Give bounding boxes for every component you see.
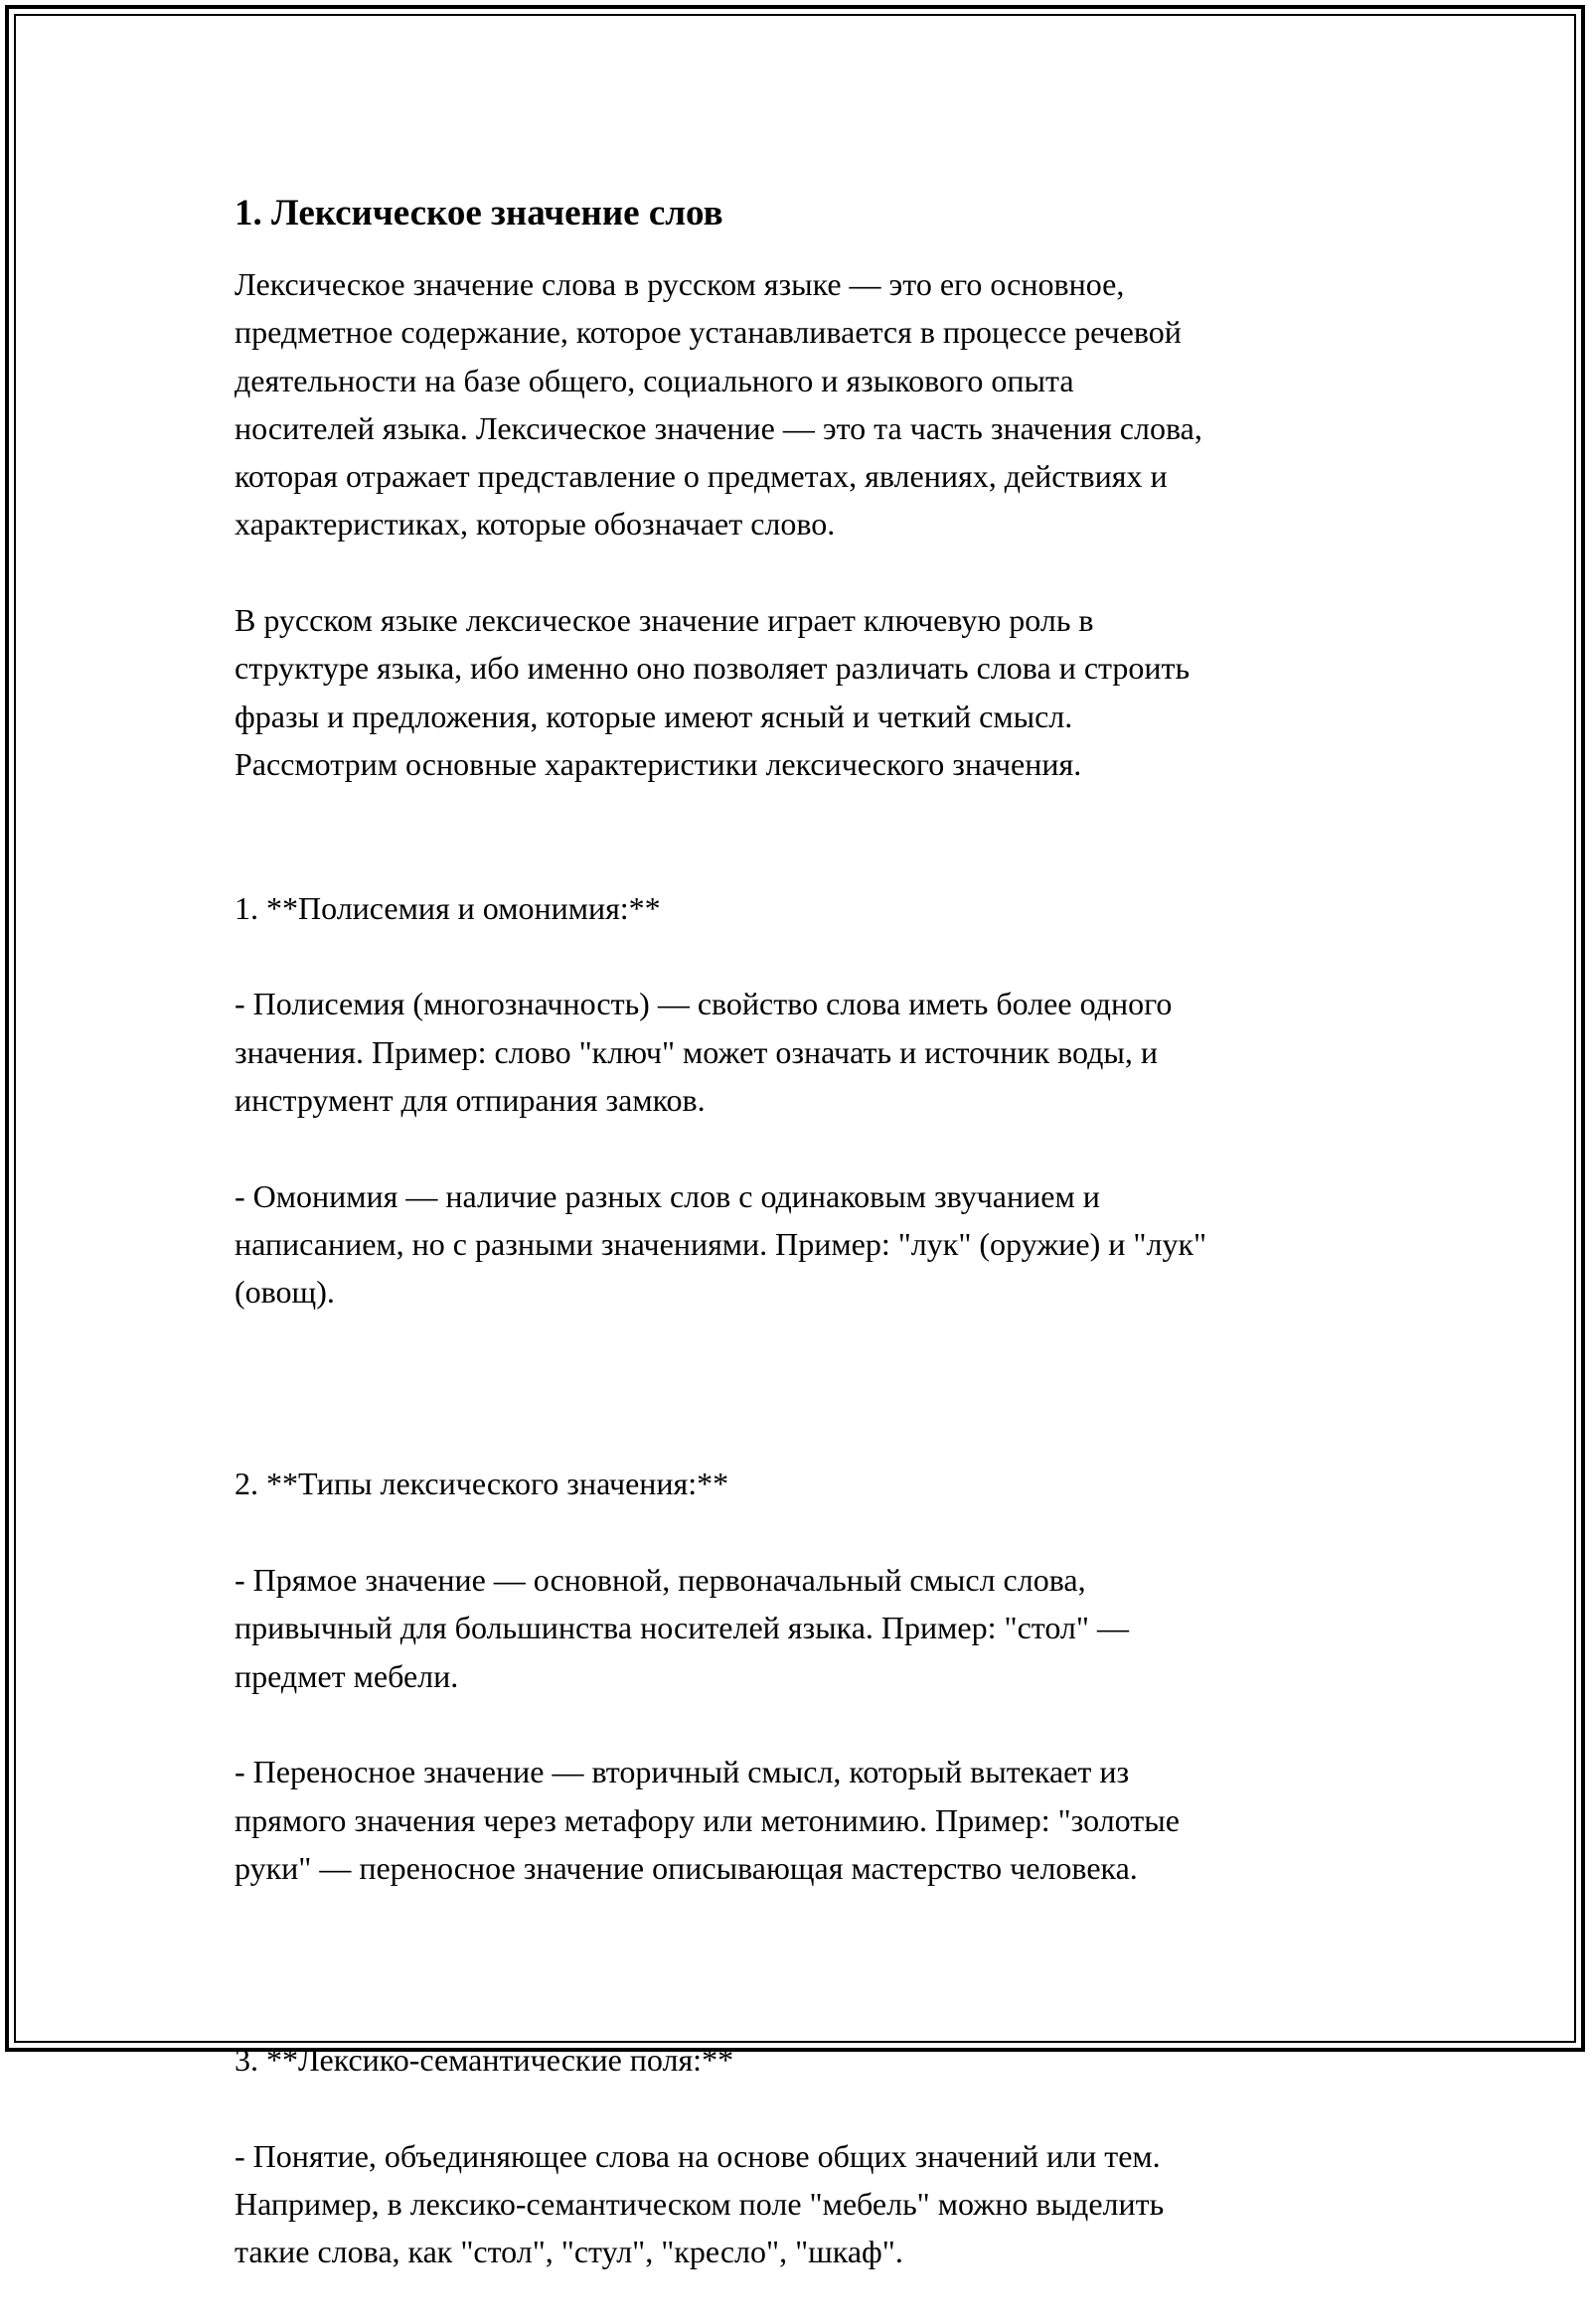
document-body	[235, 185, 1367, 2324]
list-item: - Омонимия — наличие разных слов с одинаковым звучанием и написанием, но с разными значениями. Пример: "лук" (оружие) и "лук" (овощ).	[235, 1177, 1207, 1311]
paragraph-role: В русском языке лексическое значение играет ключевую роль в структуре языка, ибо именно оно позволяет различать слова и строить фразы и предложения, которые имеют ясный и четкий смысл. Рассмотрим основные характеристики лексического значения.	[235, 602, 1191, 782]
paragraph-definition: Лексическое значение слова в русском языке — это его основное, предметное содержание, которое устанавливается в процессе речевой деятельности на базе общего, социального и языкового опыта носителей языка. Лексическое значение — это та часть значения слова, которая отражает представление о предметах, явлениях, действиях и характеристиках, которые обозначает слово.	[235, 266, 1202, 542]
section-polysemy	[235, 837, 1367, 1364]
section-title: 1. **Полисемия и омонимия:**	[235, 889, 661, 926]
section-meaning-types	[235, 1412, 1367, 1939]
list-item: - Понятие, объединяющее слова на основе общих значений или тем. Например, в лексико-семантическом поле "мебель" можно выделить такие слова, как "стол", "стул", "кресло", "шкаф".	[235, 2137, 1165, 2270]
document-heading: 1. Лексическое значение слов	[235, 193, 723, 233]
list-item: - Прямое значение — основной, первоначальный смысл слова, привычный для большинства носителей языка. Пример: "стол" — предмет мебели.	[235, 1562, 1129, 1694]
section-semantic-fields	[235, 1988, 1367, 2324]
list-item: - Переносное значение — вторичный смысл, который вытекает из прямого значения через метафору или метонимию. Пример: "золотые руки" — переносное значение описывающая мастерство человека.	[235, 1754, 1180, 1886]
list-item: - Полисемия (многозначность) — свойство слова иметь более одного значения. Пример: слово "ключ" может означать и источник воды, и инструмент для отпирания замков.	[235, 986, 1173, 1119]
section-title: 3. **Лексико-семантические поля:**	[235, 2041, 734, 2078]
section-title: 2. **Типы лексического значения:**	[235, 1466, 729, 1502]
